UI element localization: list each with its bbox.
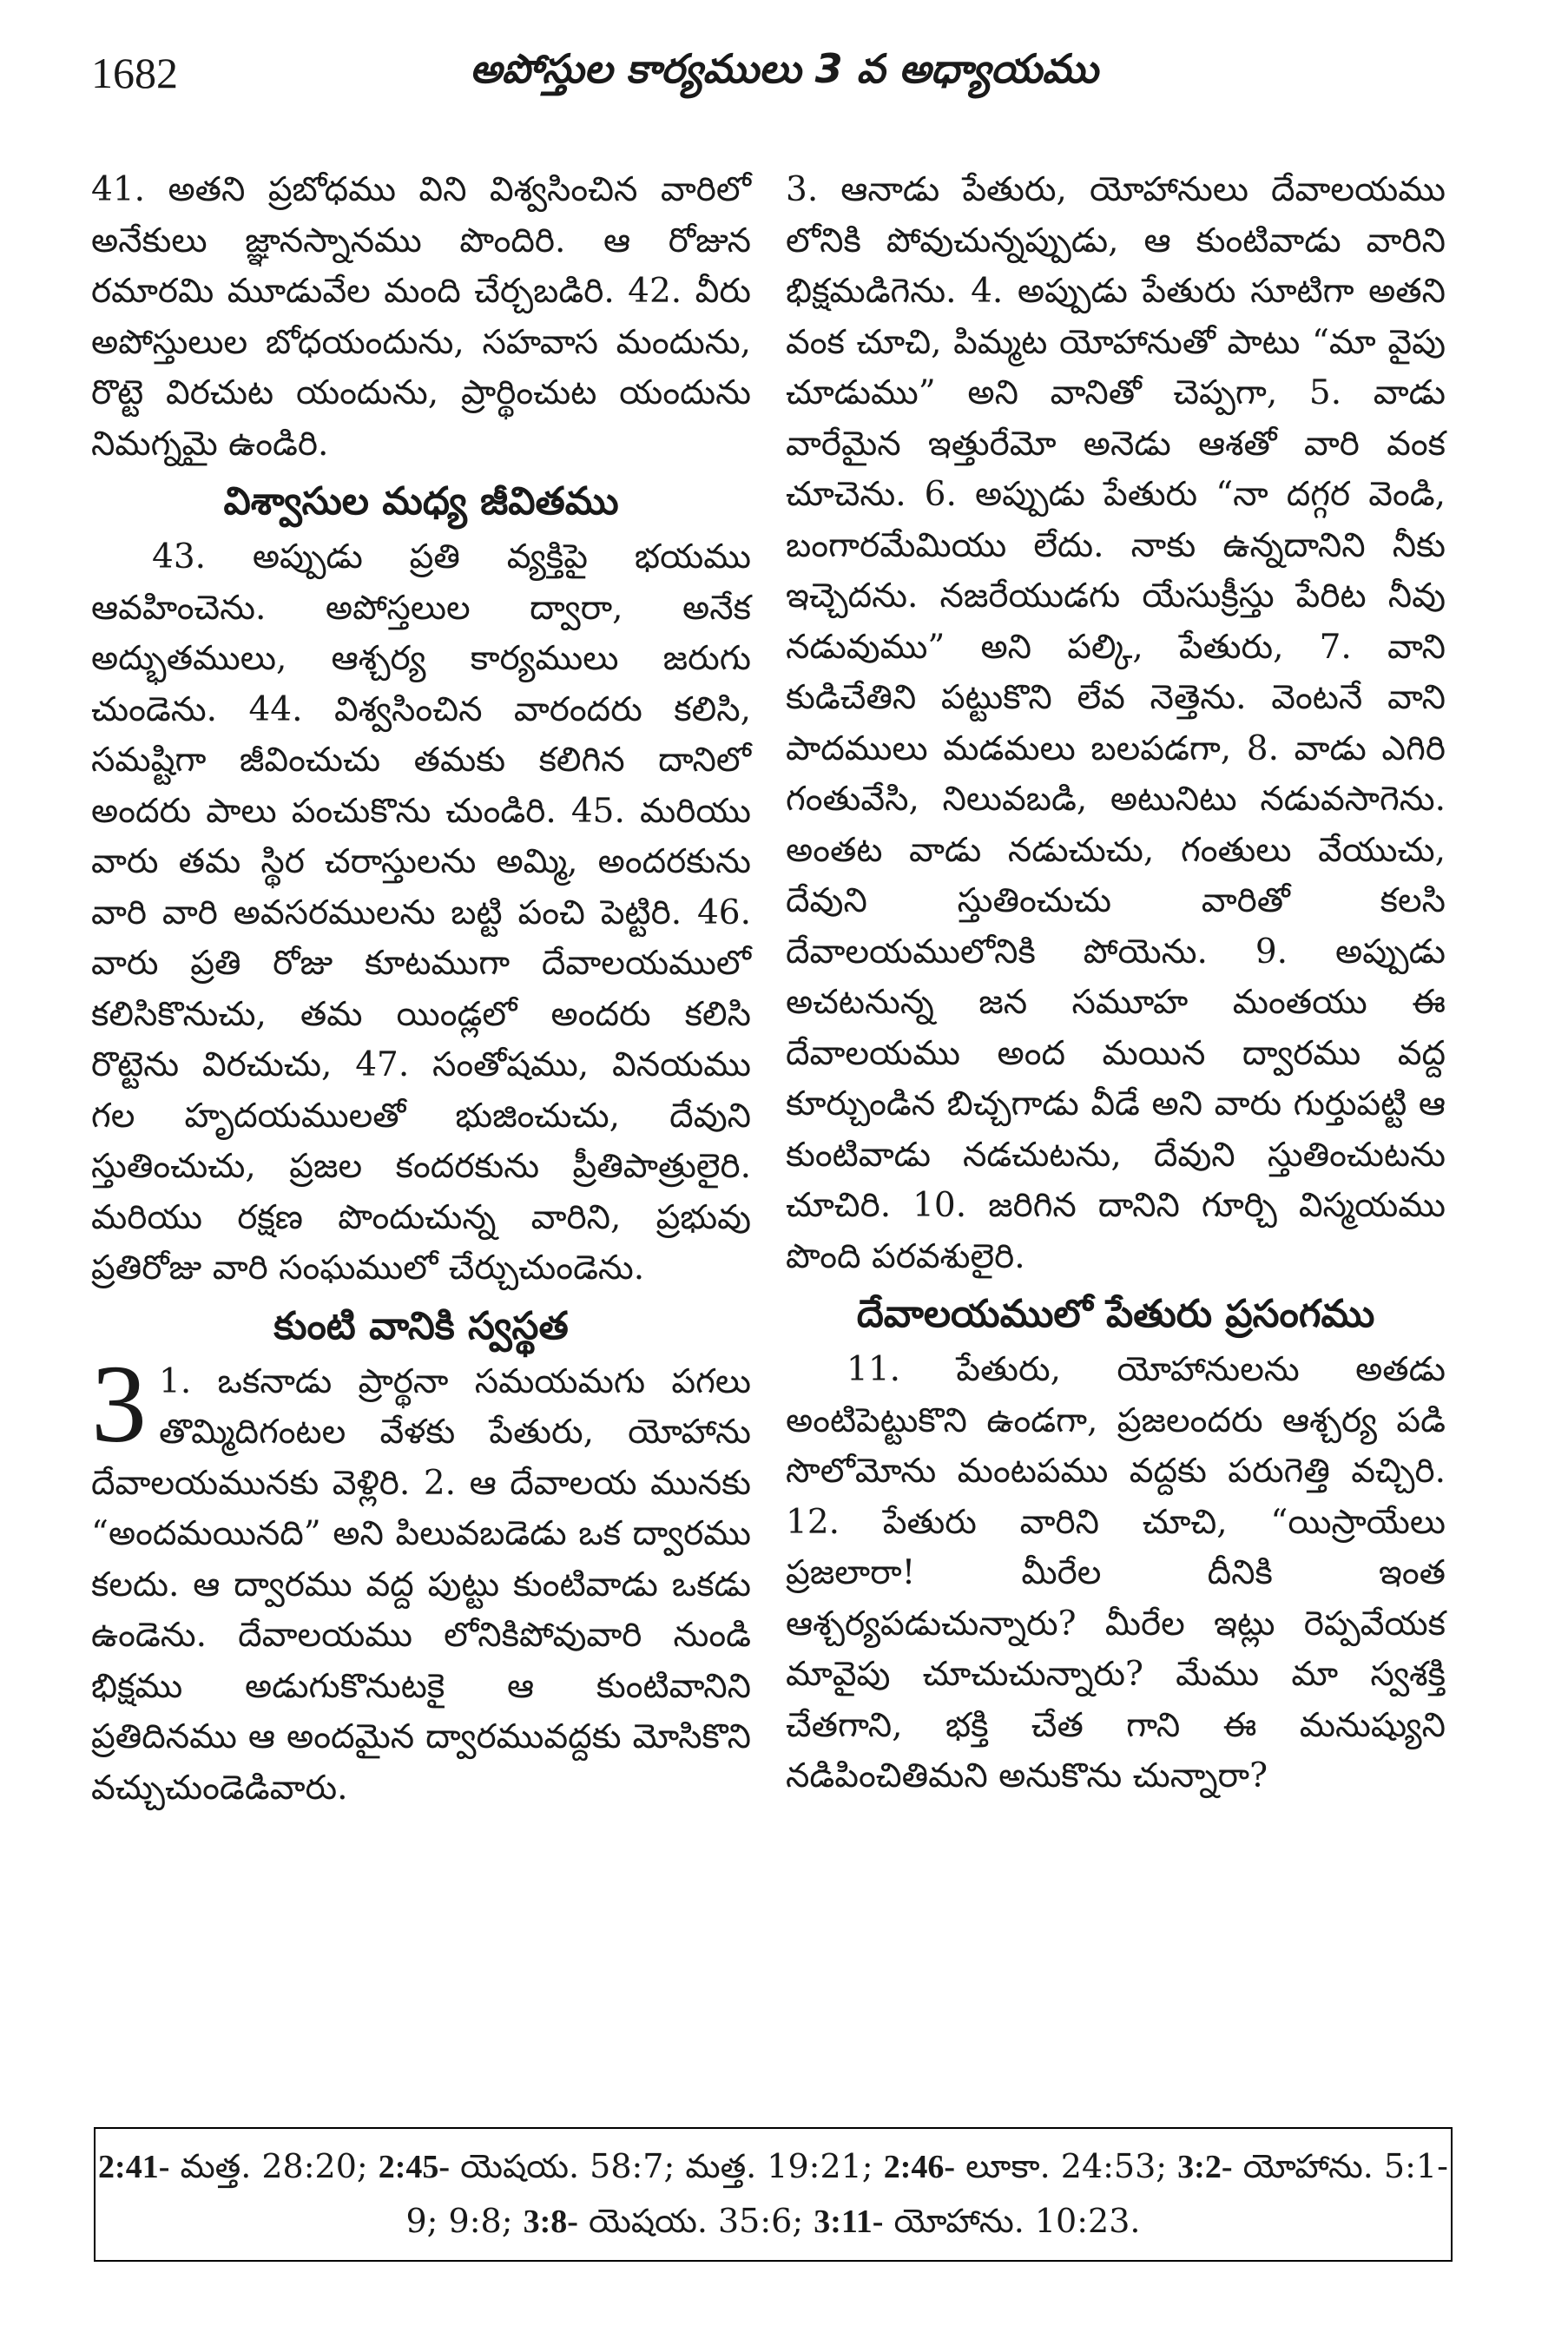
reference-label: 3:11- (814, 2204, 884, 2240)
reference-text: లూకా. 24:53; (955, 2147, 1178, 2185)
paragraph: 11. పేతురు, యోహానులను అతడు అంటిపెట్టుకొని ఉండగా, ప్రజలందరు ఆశ్చర్య పడి సొలోమోను మంటపము వద్దకు పరుగెత్తి వచ్చిరి. 12. పేతురు వారిని చూచి, “యిస్రాయేలు ప్రజలారా! మీరేల దీనికి ఇంత ఆశ్చర్యపడుచున్నారు? మీరేల ఇట్లు రెప్పవేయక మావైపు చూచుచున్నారు? మేము మా స్వశక్తి చేతగాని, భక్తి చేత గాని ఈ మనుష్యుని నడిపించితిమని అనుకొను చున్నారా? (786, 1350, 1446, 1795)
reference-text: మత్త. 28:20; (169, 2147, 379, 2185)
reference-text: యెషయ. 35:6; (577, 2202, 814, 2240)
reference-label: 2:46- (883, 2149, 955, 2185)
reference-text: యోహాను. 5:1-9; 9:8; (405, 2147, 1448, 2240)
section-heading: కుంటి వానికి స్వస్థత (273, 1303, 569, 1348)
left-column (91, 165, 751, 1814)
reference-text: యెషయ. 58:7; మత్త. 19:21; (450, 2147, 884, 2185)
reference-label: 3:8- (523, 2204, 578, 2240)
paragraph: 41. అతని ప్రబోధము విని విశ్వసించిన వారిలో అనేకులు జ్ఞానస్నానము పొందిరి. ఆ రోజున రమారమి మూడువేల మంది చేర్చబడిరి. 42. వీరు అపోస్తులుల బోధయందును, సహవాస మందును, రొట్టె విరచుట యందును, ప్రార్థించుట యందును నిమగ్నమై ఉండిరి. (91, 170, 752, 464)
page-number: 1682 (91, 49, 178, 97)
reference-label: 3:2- (1177, 2149, 1233, 2185)
reference-text: యోహాను. 10:23. (883, 2202, 1141, 2240)
section-heading: విశ్వాసుల మధ్య జీవితము (223, 479, 619, 524)
chapter-number: 3 (91, 1341, 147, 1466)
reference-label: 2:41- (98, 2149, 170, 2185)
running-head: అపోస్తుల కార్యములు 3 వ అధ్యాయము (470, 45, 1098, 92)
chapter-paragraph (91, 1341, 751, 1815)
paragraph-text: 1. ఒకనాడు ప్రార్థనా సమయమగు పగలు తొమ్మిదిగంటల వేళకు పేతురు, యోహాను దేవాలయమునకు వెళ్లిరి. 2. ఆ దేవాలయ మునకు “అందమయినది” అని పిలువబడెడు ఒక ద్వారము కలదు. ఆ ద్వారము వద్ద పుట్టు కుంటివాడు ఒకడు ఉండెను. దేవాలయము లోనికిపోవువారి నుండి భిక్షము అడుగుకొనుటకై ఆ కుంటివానిని ప్రతిదినము ఆ అందమైన ద్వారమువద్దకు మోసికొని వచ్చుచుండెడివారు. (91, 1361, 751, 1808)
paragraph: 3. ఆనాడు పేతురు, యోహానులు దేవాలయము లోనికి పోవుచున్నప్పుడు, ఆ కుంటివాడు వారిని భిక్షమడిగెను. 4. అప్పుడు పేతురు సూటిగా అతని వంక చూచి, పిమ్మట యోహానుతో పాటు “మా వైపు చూడుము” అని వానితో చెప్పగా, 5. వాడు వారేమైన ఇత్తురేమో అనెడు ఆశతో వారి వంక చూచెను. 6. అప్పుడు పేతురు “నా దగ్గర వెండి, బంగారమేమియు లేదు. నాకు ఉన్నదానిని నీకు ఇచ్చెదను. నజరేయుడగు యేసుక్రీస్తు పేరిట నీవు నడువుము” అని పల్కి, పేతురు, 7. వాని కుడిచేతిని పట్టుకొని లేవ నెత్తెను. వెంటనే వాని పాదములు మడమలు బలపడగా, 8. వాడు ఎగిరి గంతువేసి, నిలువబడి, అటునిటు నడువసాగెను. అంతట వాడు నడుచుచు, గంతులు వేయుచు, దేవుని స్తుతించుచు వారితో కలసి దేవాలయములోనికి పోయెను. 9. అప్పుడు అచటనున్న జన సమూహ మంతయు ఈ దేవాలయము అంద మయిన ద్వారము వద్ద కూర్చుండిన బిచ్చగాడు వీడే అని వారు గుర్తుపట్టి ఆ కుంటివాడు నడచుటను, దేవుని స్తుతించుటను చూచిరి. 10. జరిగిన దానిని గూర్చి విస్మయము పొంది పరవశులైరి. (786, 170, 1446, 1276)
paragraph: 43. అప్పుడు ప్రతి వ్యక్తిపై భయము ఆవహించెను. అపోస్తలుల ద్వారా, అనేక అద్భుతములు, ఆశ్చర్య కార్యములు జరుగు చుండెను. 44. విశ్వసించిన వారందరు కలిసి, సమష్టిగా జీవించుచు తమకు కలిగిన దానిలో అందరు పాలు పంచుకొను చుండిరి. 45. మరియు వారు తమ స్థిర చరాస్తులను అమ్మి, అందరకును వారి వారి అవసరములను బట్టి పంచి పెట్టిరి. 46. వారు ప్రతి రోజు కూటముగా దేవాలయములో కలిసికొనుచు, తమ యిండ్లలో అందరు కలిసి రొట్టెను విరచుచు, 47. సంతోషము, వినయము గల హృదయములతో భుజించుచు, దేవుని స్తుతించుచు, ప్రజల కందరకును ప్రీతిపాత్రులైరి. మరియు రక్షణ పొందుచున్న వారిని, ప్రభువు ప్రతిరోజు వారి సంఘములో చేర్చుచుండెను. (91, 537, 751, 1288)
cross-reference-box (94, 2127, 1453, 2262)
section-heading: దేవాలయములో పేతురు ప్రసంగము (856, 1292, 1375, 1336)
reference-label: 2:45- (378, 2149, 451, 2185)
right-column (786, 165, 1446, 1802)
